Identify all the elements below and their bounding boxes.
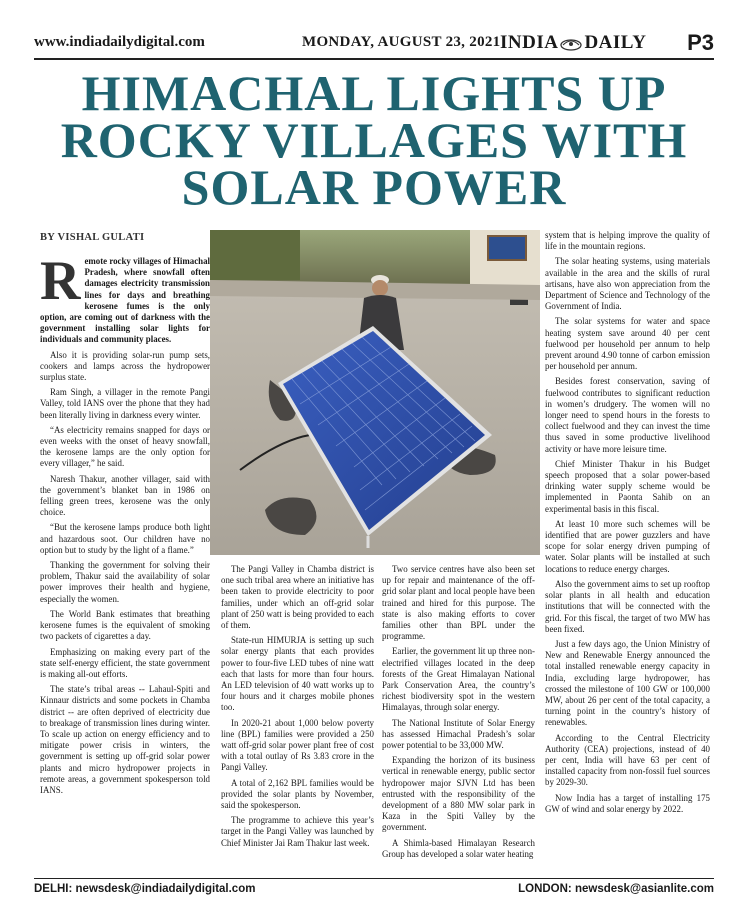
article-column-4 [545,230,710,819]
paragraph: In 2020-21 about 1,000 below poverty line (BPL) families were provided a 250 watt off-grid solar power plant free of cost with a total outlay of Rs 3.83 crore in the Pangi Valley. [221,717,374,773]
page-number: P3 [687,30,714,55]
masthead-bar [34,30,714,56]
paragraph: At least 10 more such schemes will be identified that are power guzzlers and have scope for solar energy driven pumping of water. Solar plants will be installed at such locations to reduce energy charges. [545,518,710,574]
paragraph: A Shimla-based Himalayan Research Group has developed a solar water heating [382,837,535,859]
paragraph: The National Institute of Solar Energy has assessed Himachal Pradesh’s solar power potential to be 33,000 MW. [382,717,535,751]
headline-line-3: SOLAR POWER [181,159,567,215]
paragraph: The World Bank estimates that breathing kerosene fumes is the equivalent of smoking two packets of cigarettes a day. [40,608,210,642]
paragraph: Chief Minister Thakur in his Budget speech proposed that a solar power-based drinking water supply scheme would be implemented in Paonta Sahib on an experimental basis in this fiscal. [545,458,710,514]
headline [34,65,714,215]
article-column-2 [221,564,374,853]
delhi-contact[interactable]: DELHI: newsdesk@indiadailydigital.com [34,883,256,895]
article-column-3 [382,564,535,864]
solar-panel-illustration [210,230,540,555]
paragraph: The programme to achieve this year’s target in the Pangi Valley was launched by Chief Minister Jai Ram Thakur last week. [221,815,374,848]
footer-divider [34,878,714,879]
paragraph: State-run HIMURJA is setting up such solar energy plants that each provides power to four-five LED tubes of nine watt each that lasts for more than four hours. An LED television of 40 watt works up to four hours and it charges mobile phones too. [221,635,374,713]
paragraph: Also the government aims to set up rooftop solar plants in all health and education institutions that will be connected with the grid. For this fiscal, the target of two MW has been fixed. [545,578,710,634]
paragraph: The solar heating systems, using materials available in the area and the skills of rural artisans, have also won appreciation from the Department of Science and Technology of the Government of India. [545,256,710,312]
paragraph: Thanking the government for solving their problem, Thakur said the availability of solar power improves their health and hygiene, especially the women. [40,560,210,604]
paragraph: The Pangi Valley in Chamba district is one such tribal area where an initiative has been taken to provide electricity to poor families, under which an off-grid solar plant of 250 watt is being provided to each of them. [221,564,374,631]
lead-text: emote rocky villages of Himachal Pradesh, where snowfall often damages electricity transmission lines for days and breathing kerosene fumes is the only option, are coming out of darkness with the government installing solar lights for individuals and community places. [40,256,210,345]
lead-paragraph [40,250,210,346]
paragraph: Naresh Thakur, another villager, said with the government’s blanket ban in 1986 on felling green trees, kerosene was the only choice. [40,473,210,518]
headline-line-1: HIMACHAL LIGHTS UP [81,65,667,121]
paragraph: Besides forest conservation, saving of fuelwood contributes to significant reduction in women’s drudgery. The women will no longer need to spend hours in the forests to collect fuelwood and they can invest the time thus saved in some productive livelihood activity or have more leisure time. [545,376,710,454]
paragraph: Earlier, the government lit up three non-electrified villages located in the deep forests of the Great Himalayan National Park Conservation Area, the country’s richest biodiversity spot in the western Himalayas, through solar energy. [382,646,535,713]
paragraph: Two service centres have also been set up for repair and maintenance of the off-grid solar plant and local people have been trained and hired for this purpose. The state is also making efforts to cover families other than BPL under the programme. [382,564,535,642]
paragraph: Now India has a target of installing 175 GW of wind and solar energy by 2022. [545,792,710,814]
brand-word-right: DAILY [584,32,647,53]
paragraph: The state’s tribal areas -- Lahaul-Spiti and Kinnaur districts and some pockets in Chamba district -- are often deprived of electricity due to breakage of transmission lines during winter. To scale up action on energy efficiency and to mitigate power crisis in winters, the government is setting up off-grid solar power plants and micro hydropower projects in remote areas, a government spokesperson told IANS. [40,684,210,795]
brand-logo [500,32,646,54]
paragraph: Emphasizing on making every part of the state self-energy efficient, the state government is making all-out efforts. [40,646,210,679]
paragraph: Just a few days ago, the Union Ministry of New and Renewable Energy announced the total installed renewable energy capacity in India, excluding large hydropower, has crossed the milestone of 100 GW or 100,000 MW, about 26 per cent of the total capacity, a turning point in the country’s history of renewables. [545,638,710,728]
website-url[interactable]: www.indiadailydigital.com [34,34,205,50]
brand-word-left: INDIA [500,32,559,53]
issue-date: MONDAY, AUGUST 23, 2021 [302,34,501,50]
paragraph: Also it is providing solar-run pump sets, cookers and lamps across the hydropower surplus state. [40,349,210,383]
paragraph: According to the Central Electricity Authority (CEA) projections, instead of 40 per cent, India will have 63 per cent of installed capacity from non-fossil fuel sources by 2029-30. [545,732,710,788]
byline: BY VISHAL GULATI [40,232,145,243]
london-contact[interactable]: LONDON: newsdesk@asianlite.com [518,883,714,895]
headline-line-2: ROCKY VILLAGES WITH [60,112,688,168]
paragraph: The solar systems for water and space heating system save around 40 per cent fuelwood per household per annum to help prevent around 4.90 tonne of carbon emission per household per annum. [545,316,710,372]
article-column-1 [40,250,210,800]
emblem-icon [560,37,582,51]
paragraph: Expanding the horizon of its business vertical in renewable energy, public sector hydropower major SJVN Ltd has been entrusted with the responsibility of the development of a 880 MW solar park in Kaza in the Spiti Valley by the government. [382,755,535,833]
solar-panel-photo [210,230,540,555]
header-divider [34,58,714,60]
footer-bar [34,883,714,901]
paragraph: “As electricity remains snapped for days or even weeks with the onset of heavy snowfall, the kerosene lamps are the only option for every villager,” he said. [40,424,210,469]
paragraph: A total of 2,162 BPL families would be provided the solar plants by November, said the spokesperson. [221,777,374,811]
paragraph: “But the kerosene lamps produce both light and hazardous soot. Our children have no option but to study by the light of a flame.” [40,522,210,555]
paragraph: system that is helping improve the quality of life in the mountain regions. [545,230,710,252]
paragraph: Ram Singh, a villager in the remote Pangi Valley, told IANS over the phone that they had been literally living in darkness every winter. [40,387,210,420]
drop-cap: R [40,250,81,312]
